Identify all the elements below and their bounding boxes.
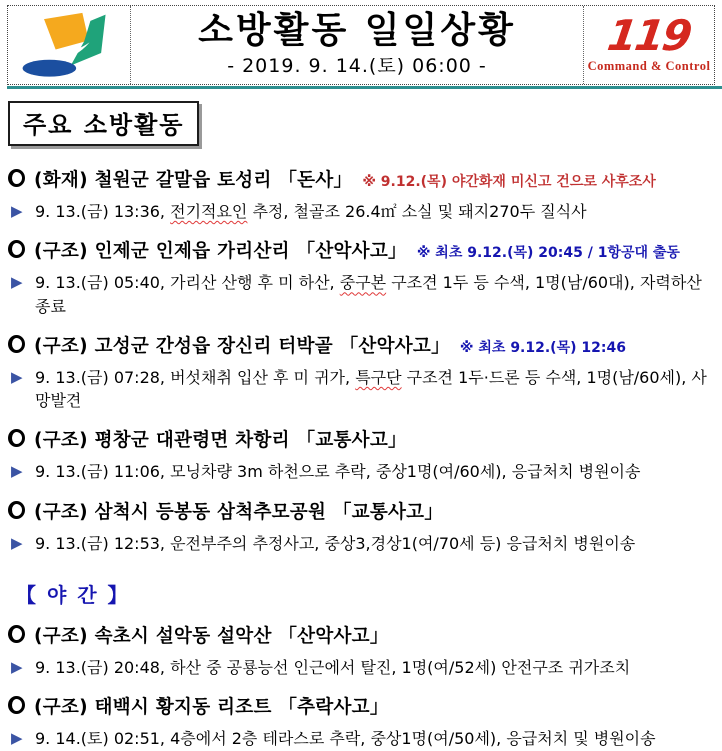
entry-head-text: (화재) 철원군 갈말읍 토성리 「돈사」 (34, 170, 353, 191)
detail-text: 9. 13.(금) 11:06, 모닝차량 3m 하천으로 추락, 중상1명(여/60세), 응급처치 병원이송 (35, 462, 641, 482)
entry-detail-line (8, 200, 714, 223)
detail-text: 9. 13.(금) 13:36, (35, 202, 171, 222)
detail-text-spellcheck: 전기적요인 (170, 202, 248, 222)
detail-text-spellcheck: 중구본 (339, 273, 387, 293)
incident-entry (8, 625, 714, 679)
circle-bullet-icon (8, 625, 25, 643)
entry-head-line (8, 169, 714, 192)
incident-entry (8, 335, 714, 413)
entry-head-text: (구조) 속초시 설악동 설악산 「산악사고」 (34, 625, 389, 647)
entry-head-line (8, 335, 714, 358)
brand-119-caption: Command & Control (587, 58, 711, 73)
entry-detail-line (8, 460, 714, 483)
triangle-bullet-icon: ▶ (11, 533, 23, 552)
teal-divider (7, 86, 722, 89)
gangwon-logo-icon (19, 12, 119, 78)
brand-119-logo (584, 6, 714, 84)
detail-text: 구조견 1두 등 수색, 1명(남/60대), 자력하산 종료 (35, 273, 702, 316)
incident-entry (8, 429, 714, 483)
entry-head-line (8, 501, 714, 524)
triangle-bullet-icon: ▶ (11, 367, 23, 386)
entry-detail-line (8, 656, 714, 679)
entry-detail-line (8, 366, 714, 412)
brand-119-number: 119 (604, 11, 694, 61)
entry-head-text: (구조) 평창군 대관령면 차항리 「교통사고」 (34, 430, 407, 452)
detail-text: 9. 14.(토) 02:51, 4층에서 2층 테라스로 추락, 중상1명(여/50세), 응급처치 및 병원이송 (35, 729, 656, 749)
detail-text: 9. 13.(금) 20:48, 하산 중 공룡능선 인근에서 탈진, 1명(여/52세) 안전구조 귀가조치 (35, 658, 631, 678)
section-label-night: 【 야 간 】 (16, 582, 130, 607)
incident-entry (8, 696, 714, 750)
triangle-bullet-icon: ▶ (11, 202, 23, 221)
entry-head-line (8, 429, 714, 452)
triangle-bullet-icon: ▶ (11, 729, 23, 748)
entry-detail-line (8, 271, 714, 317)
section-title-box: 주요 소방활동 (8, 101, 199, 146)
triangle-bullet-icon: ▶ (11, 273, 23, 292)
entry-note: ※ 최초 9.12.(목) 12:46 (459, 339, 626, 356)
entry-head-line (8, 240, 714, 263)
entries-container (0, 148, 722, 751)
entry-note: ※ 9.12.(목) 야간화재 미신고 건으로 사후조사 (362, 174, 656, 190)
report-header (0, 0, 722, 89)
entry-head-text: (구조) 인제군 인제읍 가리산리 「산악사고」 (34, 241, 407, 263)
incident-entry (8, 501, 714, 555)
entry-head-text: (구조) 태백시 황지동 리조트 「추락사고」 (34, 697, 389, 719)
entry-head-line (8, 625, 714, 648)
detail-text-spellcheck: 특구단 (355, 367, 402, 387)
entry-head-line (8, 696, 714, 719)
report-date: - 2019. 9. 14.(토) 06:00 - (227, 55, 487, 78)
triangle-bullet-icon: ▶ (11, 658, 23, 677)
page-title: 소방활동 일일상황 (198, 9, 516, 51)
incident-entry (8, 240, 714, 318)
circle-bullet-icon (8, 335, 25, 353)
circle-bullet-icon (8, 240, 25, 258)
detail-text: 9. 13.(금) 05:40, 가리산 산행 후 미 하산, (35, 273, 340, 293)
detail-text: 구조견 1두·드론 등 수색, 1명(남/60세), 사망발견 (35, 367, 707, 411)
circle-bullet-icon (8, 429, 25, 447)
entry-head-text: (구조) 삼척시 등봉동 삼척추모공원 「교통사고」 (34, 501, 444, 523)
circle-bullet-icon (8, 501, 25, 519)
entry-head-text: (구조) 고성군 간성읍 장신리 터박골 「산악사고」 (34, 335, 450, 357)
circle-bullet-icon (8, 696, 25, 714)
detail-text: 추정, 철골조 26.4㎡ 소실 및 돼지270두 질식사 (247, 202, 587, 222)
gangwon-province-logo (8, 6, 131, 84)
triangle-bullet-icon: ▶ (11, 462, 23, 481)
entry-detail-line (8, 532, 714, 555)
header-title-cell (131, 6, 584, 84)
detail-text: 9. 13.(금) 07:28, 버섯채취 입산 후 미 귀가, (35, 367, 356, 387)
entry-detail-line (8, 727, 714, 750)
incident-entry (8, 169, 714, 223)
circle-bullet-icon (8, 169, 25, 187)
entry-note: ※ 최초 9.12.(목) 20:45 / 1항공대 출동 (416, 245, 680, 262)
detail-text: 9. 13.(금) 12:53, 운전부주의 추정사고, 중상3,경상1(여/70세 등) 응급처치 병원이송 (35, 533, 636, 553)
